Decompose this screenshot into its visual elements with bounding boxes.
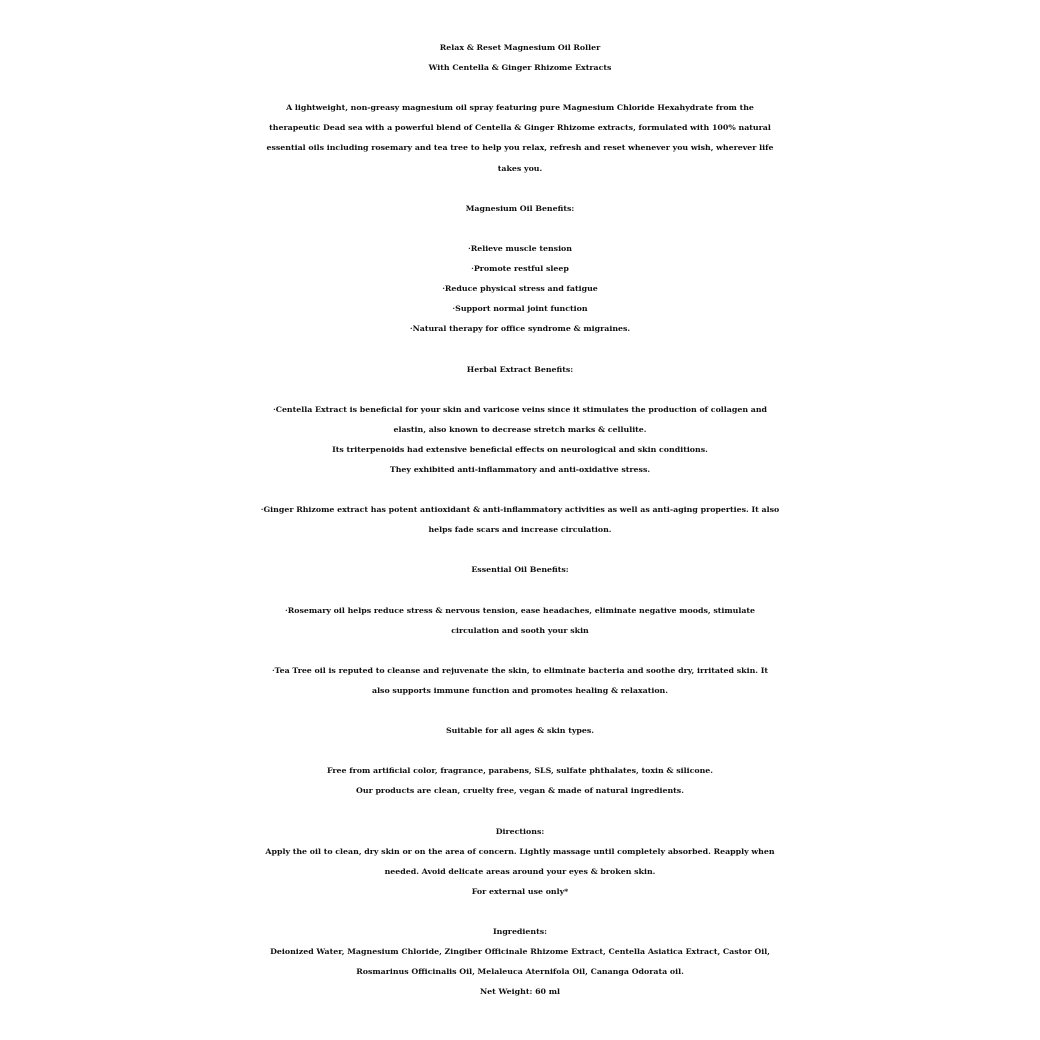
product-title <box>0 38 1040 78</box>
ingredients-line: Rosmarinus Officinalis Oil, Melaleuca Aternifola Oil, Cananga Odorata oil. <box>356 967 684 977</box>
free-from-line: Free from artificial color, fragrance, parabens, SLS, sulfate phthalates, toxin & silicone. <box>326 766 714 776</box>
directions-section <box>0 822 1040 902</box>
ingredients-section <box>0 922 1040 1002</box>
section-heading: Directions: <box>495 826 545 836</box>
spacer <box>0 641 1040 661</box>
ginger-paragraph-line: ·Ginger Rhizome extract has potent antioxidant & anti-inflammatory activities as well as anti-aging properties. It also <box>260 505 780 515</box>
spacer <box>0 480 1040 500</box>
essential-oil-benefits-section <box>0 560 1040 701</box>
net-weight: Net Weight: 60 ml <box>479 987 560 997</box>
directions-line: Apply the oil to clean, dry skin or on the area of concern. Lightly massage until completely absorbed. Reapply when <box>265 846 775 856</box>
centella-paragraph-line: Its triterpenoids had extensive beneficial effects on neurological and skin conditions. <box>332 444 708 454</box>
benefit-item: ·Reduce physical stress and fatigue <box>442 284 598 294</box>
intro-line: takes you. <box>497 163 543 173</box>
intro-line: A lightweight, non-greasy magnesium oil spray featuring pure Magnesium Chloride Hexahydrate from the <box>286 103 754 113</box>
spacer <box>0 179 1040 199</box>
intro-line: therapeutic Dead sea with a powerful blend of Centella & Ginger Rhizome extracts, formulated with 100% natural <box>269 123 771 133</box>
tea-tree-paragraph-line: also supports immune function and promotes healing & relaxation. <box>371 686 668 695</box>
ginger-paragraph-line: helps fade scars and increase circulation. <box>428 525 612 535</box>
intro-paragraph <box>0 98 1040 178</box>
spacer <box>0 78 1040 98</box>
spacer <box>0 701 1040 721</box>
ingredients-line: Deionized Water, Magnesium Chloride, Zingiber Officinale Rhizome Extract, Centella Asiatica Extract, Castor Oil, <box>270 947 770 957</box>
spacer <box>0 802 1040 822</box>
spacer <box>0 219 1040 239</box>
spacer <box>0 902 1040 922</box>
spacer <box>0 380 1040 400</box>
centella-paragraph-line: They exhibited anti-inflammatory and anti-oxidative stress. <box>389 464 651 474</box>
intro-line: essential oils including rosemary and tea tree to help you relax, refresh and reset whenever you wish, wherever life <box>266 143 774 153</box>
magnesium-benefits-section <box>0 199 1040 340</box>
benefit-item: ·Support normal joint function <box>452 304 588 314</box>
rosemary-paragraph-line: ·Rosemary oil helps reduce stress & nervous tension, ease headaches, eliminate negative moods, stimulate <box>284 605 756 615</box>
product-subtitle-line: With Centella & Ginger Rhizome Extracts <box>428 63 612 73</box>
spacer <box>0 339 1040 359</box>
section-heading: Herbal Extract Benefits: <box>466 364 574 374</box>
tea-tree-paragraph-line: ·Tea Tree oil is reputed to cleanse and rejuvenate the skin, to eliminate bacteria and soothe dry, irritated skin. It <box>271 665 769 675</box>
suitable-statement: Suitable for all ages & skin types. <box>445 726 595 736</box>
benefit-item: ·Promote restful sleep <box>471 264 569 274</box>
product-description-document <box>0 38 1040 1003</box>
benefit-item: ·Natural therapy for office syndrome & migraines. <box>409 324 631 334</box>
free-from-line: Our products are clean, cruelty free, vegan & made of natural ingredients. <box>356 786 684 796</box>
centella-paragraph-line: ·Centella Extract is beneficial for your skin and varicose veins since it stimulates the production of collagen and <box>272 404 768 414</box>
directions-line: needed. Avoid delicate areas around your eyes & broken skin. <box>384 866 656 876</box>
free-from-paragraph <box>0 761 1040 801</box>
product-title-line: Relax & Reset Magnesium Oil Roller <box>439 43 601 52</box>
rosemary-paragraph-line: circulation and sooth your skin <box>451 625 589 635</box>
spacer <box>0 741 1040 761</box>
section-heading: Essential Oil Benefits: <box>471 565 569 575</box>
herbal-benefits-section <box>0 360 1040 541</box>
centella-paragraph-line: elastin, also known to decrease stretch marks & cellulite. <box>393 424 647 434</box>
section-heading: Magnesium Oil Benefits: <box>465 203 575 213</box>
spacer <box>0 540 1040 560</box>
spacer <box>0 581 1040 601</box>
benefit-item: ·Relieve muscle tension <box>467 243 572 253</box>
directions-line: For external use only* <box>471 886 569 896</box>
section-heading: Ingredients: <box>492 927 548 937</box>
